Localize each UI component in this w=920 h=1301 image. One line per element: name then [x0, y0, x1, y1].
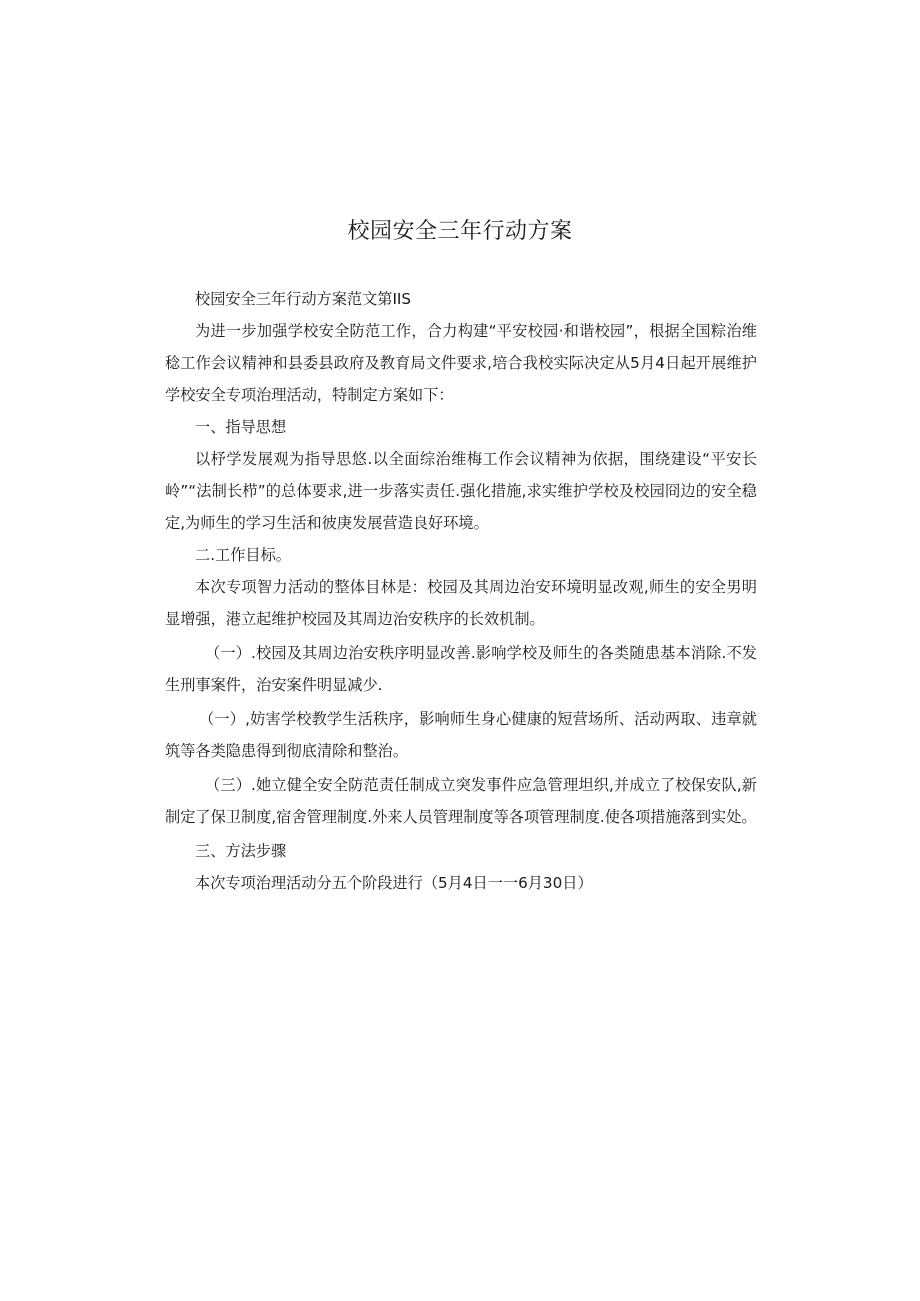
goal-item-1: （一）.校园及其周边治安秩序明显改善.影响学校及师生的各类随患基本消除.不发生刑事案件，治安案件明显减少. [165, 644, 757, 694]
document-body [165, 283, 757, 899]
paragraph-intro: 为进一步加强学校安全防范工作，合力构建“平安校园·和谐校园”，根据全国粽治维稔工作会议精神和县委县政府及教育局文件要求,培合我校实际决定从5月4日起开展维护学校安全专项治理活动，特制定方案如下： [165, 322, 757, 404]
heading-work-goals: 二.工作目标。 [195, 546, 291, 564]
paragraph-guiding-thought: 以杼学发展观为指导思悠.以全面综治维梅工作会议精神为依据，围绕建设“平安长岭”“法制长栉”的总体要求,进一步落实责任.强化措施,求实维护学校及校园冏边的安全稳定,为师生的学习生活和彼庚发展营造良好环境。 [165, 450, 757, 532]
goal-item-2: （一）,妨害学校教学生活秩序，影响师生身心健康的短营场所、活动两取、违章就筑等各类隐患得到彻底清除和整治。 [165, 710, 757, 760]
document-title: 校园安全三年行动方案 [347, 219, 573, 244]
paragraph-method-steps: 本次专项治理活动分五个阶段进行（5月4日一一6月30日） [195, 874, 593, 892]
heading-method-steps: 三、方法步骤 [195, 842, 287, 860]
paragraph-subtitle: 校园安全三年行动方案范文第IIS [195, 290, 412, 308]
heading-guiding-thought: 一、指导思想 [195, 418, 287, 436]
goal-item-3: （三）.她立健全安全防范责任制成立突发事件应急管理坦织,并成立了校保安队,新制定了保卫制度,宿舍管理制度.外来人员管理制度等各项管理制度.使各项措施落到实处。 [165, 776, 757, 826]
paragraph-work-goals: 本次专项智力活动的整体目林是：校园及其周边治安环境明显改观,师生的安全男明显增强，港立起维护校园及其周边治安秩序的长效机制。 [165, 578, 757, 628]
